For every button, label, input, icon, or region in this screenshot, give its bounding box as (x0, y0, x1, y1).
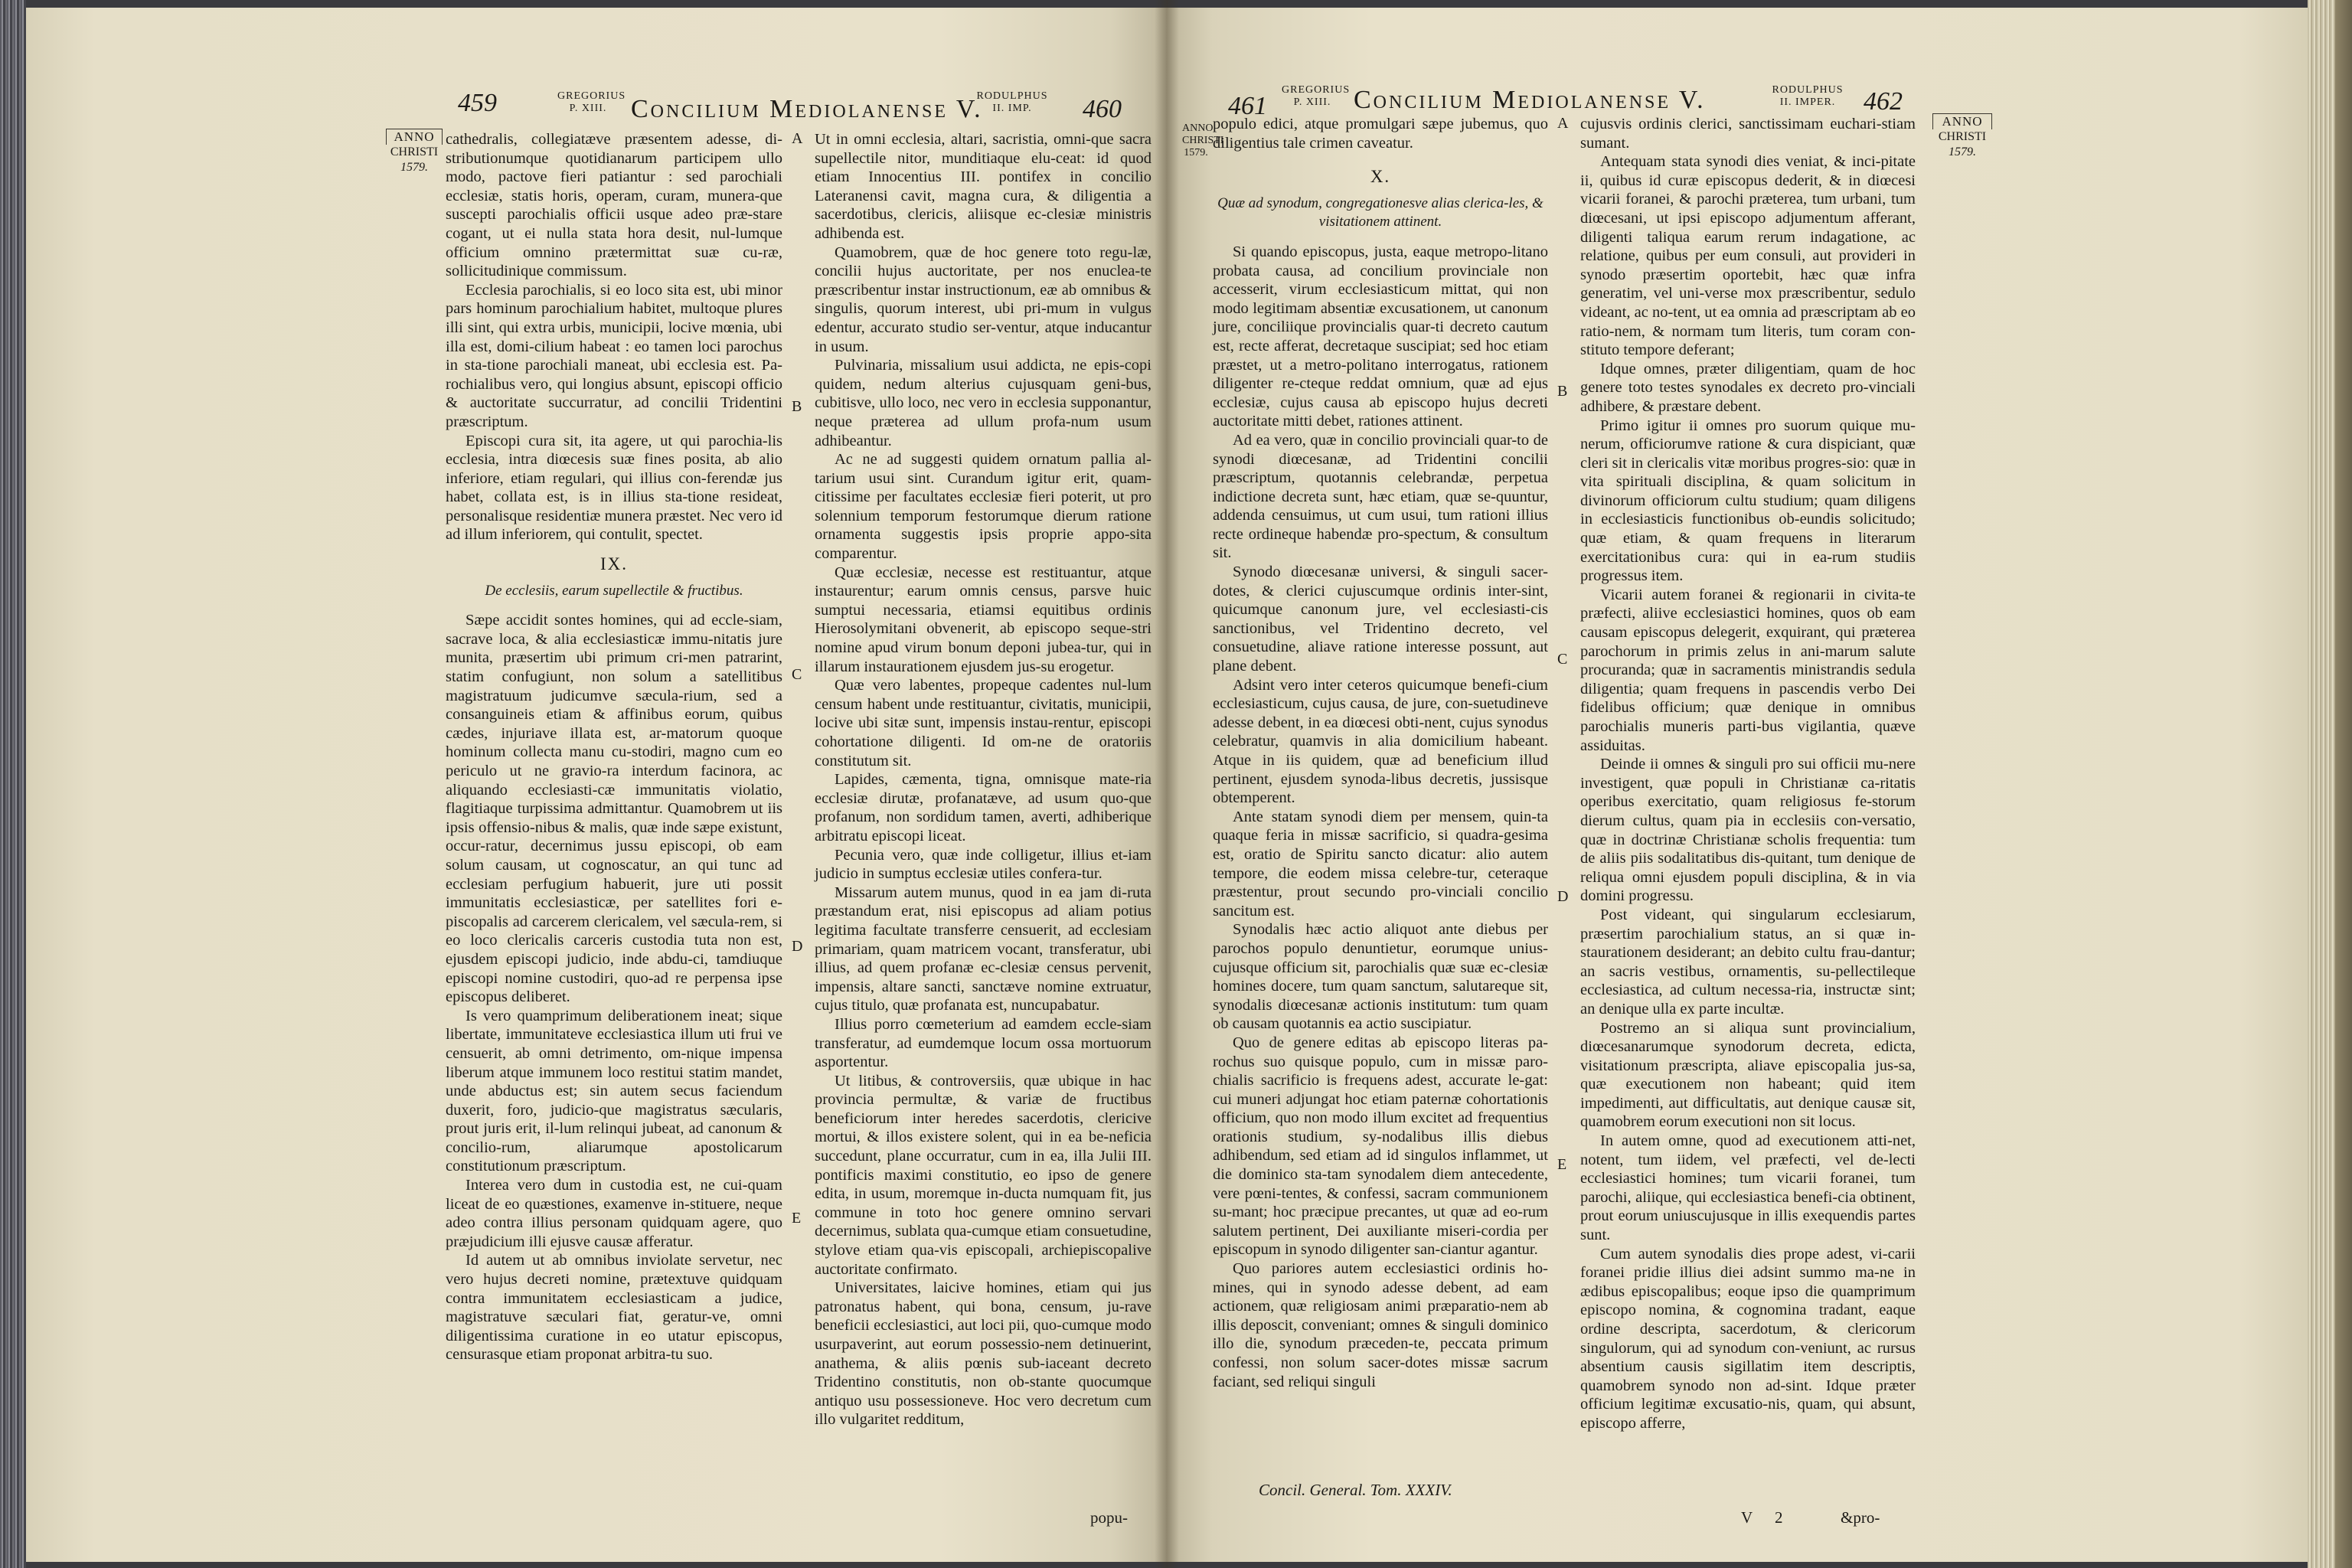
section-heading: X. (1370, 167, 1391, 187)
paragraph: Primo igitur ii omnes pro suorum quique mu-nerum, officiorumve ratione & cura dispiciant, quæ cleri sit in clericalis vitæ moribus progres-sio: quæ in vita spirituali disciplina, & quam solicitum in divinorum officiorum cultu studium; quam diligens in ecclesiasticis functionibus ob-eundis solicitudo; quæ etiam, & quam frequens in literarum exercitationibus cura: qui in ea-rum studiis progressus item. (1580, 416, 1916, 585)
margin-letter: B (1557, 383, 1568, 400)
paragraph: Idque omnes, præter diligentiam, quam de hoc genere toto testes synodales ex decreto pro-vinciali adhibere, & præstare debent. (1580, 360, 1916, 415)
paragraph: Episcopi cura sit, ita agere, ut qui parochia-lis ecclesia, intra diœcesis suæ fines posita, ab alio inferiore, etiam regulari, qui illius con-ferendæ jus habet, collata est, is in illius sta-tione resideat, personalisque residentiæ munera præstet. Nec vero id ad illum inferiorem, qui contulit, spectet. (446, 432, 782, 544)
page-number: 462 (1864, 87, 1903, 116)
right-page-column-2 (1580, 115, 1916, 1433)
margin-letter: B (792, 398, 802, 415)
margin-letter: D (1557, 888, 1569, 905)
section-subheading: De ecclesiis, earum supellectile & fructibus. (485, 582, 743, 599)
paragraph: Missarum autem munus, quod in ea jam di-ruta præstandum erat, nisi episcopus ad aliam potius legitima facultate transferre censuerit, ad ecclesiam primariam, quam matricem vocant, transferatur, ubi illius, ad quem profanæ ec-clesiæ census pervenit, impensis, altare sancti, sanctæve nomine extruatur, cujus titulo, quæ profanata est, nuncupabatur. (815, 884, 1152, 1014)
paragraph: Si quando episcopus, justa, eaque metropo-litano probata causa, ad concilium provinciale non accesserit, virum ecclesiasticum mittat, qui non modo legitimam absentiæ excusationem, ut canonum jure, conciliique provincialis quar-ti decreto cautum est, recte afferat, decretaque suscipiat; sed hoc etiam præstet, ut a metro-politano interrogatus, rationem diligenter re-cteque reddat omnium, quæ ad ejus ecclesiæ, cujus causa ab episcopo hujus decreti auctoritate mitti debet, rationes attinent. (1213, 243, 1548, 430)
paragraph: cujusvis ordinis clerici, sanctissimam euchari-stiam sumant. (1580, 116, 1916, 152)
page-edge-right (2308, 0, 2352, 1568)
margin-anno: ANNO (386, 129, 443, 145)
paragraph: Deinde ii omnes & singuli pro sui officii mu-nere investigent, quæ populi in Christianæ ca-ritatis operibus exercitatio, quam religiosus fe-storum dierum cultus, quam pia in ecclesiis con-versatio, quæ in doctrinæ Christianæ scholis frequentia: tum de aliis piis sodalitatibus dis-quitant, tum denique de reliqua omni ejusdem populi disciplina, & in via domini progressu. (1580, 756, 1916, 905)
margin-christi: CHRISTI (390, 145, 439, 158)
paragraph: Quæ ecclesiæ, necesse est restituantur, atque instaurentur; earum omnis census, parsve huic sumptui necessaria, etiamsi equitibus ordinis Hierosolymitani obvenerit, ab episcopo seque-stri nomine apud virum bonum deponi jubea-tur, qui in illarum instaurationem ejusdem jus-su erogetur. (815, 564, 1152, 675)
paragraph: Illius porro cœmeterium ad eamdem eccle-siam transferatur, ad eumdemque locum ossa mortuorum asportentur. (815, 1015, 1152, 1071)
paragraph: Pecunia vero, quæ inde colligetur, illius et-iam judicio in sumptus ecclesiæ utiles confera-tur. (815, 846, 1152, 883)
paragraph: Lapides, cæmenta, tigna, omnisque mate-ria ecclesiæ dirutæ, profanatæve, ad usum quo-que profanum, non sordidum tamen, averti, adhiberique arbitratu episcopi liceat. (815, 771, 1152, 844)
margin-year-note-left: ANNO CHRISTI 1579. (1182, 122, 1224, 158)
paragraph: Sæpe accidit sontes homines, qui ad eccle-siam, sacrave loca, & alia ecclesiasticæ immu-nitatis jure munita, præsertim ubi primum cri-men patrarint, statim confugiunt, non solum a satellitibus magistratuum judicumve sæcula-rium, sed a consanguineis etiam & affinibus eorum, quibus cædes, injuriave illata est, ar-matorum quoque hominum collecta manu cu-stodiri, magno cum eo periculo ut ne gravio-ra interdum facinora, ac aliquando ecclesiasti-cæ immunitatis violatio, flagitiaque turpissima admittantur. Quamobrem ut iis ipsis offensio-nibus & malis, quæ inde sæpe existunt, occur-ratur, decernimus jussu episcopi, ob eam solum causam, ut cognoscatur, an qui tunc ad ecclesiam perfugium habuerit, jure uti possit immunitatis ecclesiasticæ, per satellites fori e-piscopalis ad carcerem clericalem, vel sæcula-rem, si eo loco clericalis carceris custodia tuta non est, ejusdem episcopi judicio, inde abdu-ci, tamdiuque episcopi nomine custodiri, quo-ad re perpensa ipse episcopus deliberet. (446, 612, 782, 1006)
catchword: popu- (1090, 1508, 1128, 1527)
book-gutter (1155, 0, 1179, 1568)
paragraph: Ut litibus, & controversiis, quæ ubique in hac provincia permultæ, & variæ de fructibus beneficiorum inter heredes sacerdotis, clericive mortui, & illos existere solent, qui in ea be-neficia succedunt, plane occurratur, cum in ea, illa Julii III. pontificis maximi constitutio, eo ipso de genere edita, in usum, moremque in-ducta numquam fit, jus commune in toto hoc genere omnino servari decernimus, sublata qua-cumque etiam consuetudine, stylove etiam qua-vis episcopali, archiepiscopalive auctoritate confirmato. (815, 1072, 1152, 1278)
margin-letter: E (792, 1210, 802, 1227)
paragraph: Quamobrem, quæ de hoc genere toto regu-læ, concilii hujus auctoritate, per nos enuclea-te præscribentur instar instructionum, eæ ab omnibus & singulis, quorum interest, ubi pri-mum in vulgus edentur, accurato studio ser-ventur, atque inducantur in usum. (815, 243, 1152, 355)
margin-letter: D (792, 938, 803, 955)
margin-letter: A (1557, 115, 1569, 132)
margin-letter: C (1557, 651, 1568, 668)
paragraph: Cum autem synodalis dies prope adest, vi-carii foranei pridie illius diei adsint summo ma-ne in ædibus episcopalibus; eoque ipso die quamprimum episcopo nomina, & cognomina tradant, eaque ordine descripta, sacerdotum, & clericorum singulorum, qui ad synodum con-veniunt, ac rursus absentium causis sigillatim item descriptis, quamobrem synodo non ad-sint. Idque præter officium legitimæ excusatio-nis, quam, qui absunt, episcopo afferre, (1580, 1245, 1916, 1432)
left-page (26, 8, 1167, 1562)
margin-letter: A (792, 130, 803, 147)
paragraph: Adsint vero inter ceteros quicumque benefi-cium ecclesiasticum, cujus causa, de jure, con-suetudineve adesse debent, in ea diœcesi obti-nent, cujus synodus celebratur, quamvis in alia domicilium habeant. Atque in iis quidem, quæ ad beneficium illud pertinent, ejusdem synoda-libus decretis, jussisque obtemperent. (1213, 676, 1548, 807)
paragraph: Postremo an si aliqua sunt provincialium, diœcesanarumque synodorum decreta, edicta, visitationum præscripta, aliave episcopalia jus-sa, quæ executionem non habeant; quid item impedimenti, aut difficultatis, aut denique causæ sit, quamobrem eorum executioni non sit locus. (1580, 1019, 1916, 1131)
paragraph: Post videant, qui singularum ecclesiarum, præsertim parochialium status, an si quæ in-staurationem desiderant; an debito cultu frau-dantur; an sacris vestibus, ornamentis, su-pellectileque ecclesiastica, ad cultum necessa-ria, instructæ sint; an denique ulla ex parte incultæ. (1580, 906, 1916, 1018)
margin-letter: E (1557, 1156, 1567, 1173)
paragraph: Ante statam synodi diem per mensem, quin-ta quaque feria in missæ sacrificio, si quadra-gesima est, oratio de Spiritu sancto dicatur: alio autem tempore, die eodem missa celebre-tur, ceteraque præstentur, prout secundo pro-vinciali concilio sancitum est. (1213, 808, 1548, 920)
signature-line: Concil. General. Tom. XXXIV. (1259, 1481, 1452, 1499)
page-number: 460 (1083, 95, 1122, 123)
margin-anno: ANNO (1932, 113, 1992, 129)
paragraph: Ecclesia parochialis, si eo loco sita est, ubi minor pars hominum parochialium habitet, multoque plures illi sint, qui extra urbis, municipii, locive mœnia, ubi illa est, domi-cilium habeat : eo tamen loci parochus in sta-tione parochiali maneat, ubi ecclesia est. Pa-rochialibus vero, qui longius absunt, episcopi officio & auctoritate succurratur, ad concilii Tridentini præscriptum. (446, 281, 782, 430)
running-title: Concilium Mediolanense V. (1354, 86, 1706, 114)
running-head-left (26, 84, 1167, 130)
left-page-column-2 (815, 130, 1152, 1429)
paragraph: Vicarii autem foranei & regionarii in civita-te præfecti, aliive ecclesiastici homines, quos ob eam causam episcopus delegerit, exquirant, qui præterea parochorum in primis zelus in ani-marum salute procuranda; quæ in sacramentis ministrandis sedula diligentia; quam frequens in pascendis verbo Dei fidelibus officium; quæ denique in omnibus parochialis muneris parti-bus vigilantia, quæve assiduitas. (1580, 586, 1916, 754)
left-page-column-1 (446, 130, 782, 1364)
paragraph: Quæ vero labentes, propeque cadentes nul-lum censum habent unde restituantur, civitatis, municipii, locive ubi sitæ sunt, impensis instau-rentur, episcopi cohortatione diligenti. Id om-ne de oratoriis constitutum sit. (815, 677, 1152, 769)
paragraph: Antequam stata synodi dies veniat, & inci-pitate ii, quibus id curæ episcopus dederit, & in diœcesi vicarii foranei, & parochi præterea, tum urbani, tum diœcesani, ut ipsi episcopo adjumentum afferant, diligenti taliqua earum rerum indagatione, ac relatione, quibus per eum consuli, aut provideri in synodo præsertim oportebit, hæc quæ infra generatim, vel uni-verse mox præscribentur, sedulo videant, ac no-tent, ut ea omnia ad præscriptam ab eo ratio-nem, & normam tum literis, tum coram con-stituto tempore deferant; (1580, 153, 1916, 359)
margin-christi: CHRISTI (1938, 130, 1987, 143)
margin-year: 1579. (1949, 145, 1976, 158)
paragraph: Is vero quamprimum deliberationem ineat; sique libertate, immunitateve ecclesiastica illum uti frui ve censuerit, ab omni detrimento, om-nique impensa liberum atque immunem loco restitui statim mandet, unde abductus est; sin autem secus faciendum duxerit, foro, judicio-que magistratus sæcularis, prout juris erit, il-lum relinqui jubeat, ad canonum & concilio-rum, aliarumque apostolicarum constitutionum præscriptum. (446, 1007, 782, 1175)
paragraph: Quo de genere editas ab episcopo literas pa-rochus suo quisque populo, cum in missæ paro-chialis sacrificio is frequens adest, accurate le-gat: cui muneri adjungat hoc etiam paternæ cohortationis officium, quo non modo illum excitet ad frequentius orationis studium, sy-nodalibus illis diebus adhibendum, sed etiam ad id singulos inflammet, ut die dominico sta-tam synodalem diem antecedente, vere pœni-tentes, & confessi, sacram communionem su-mant; hoc præcipue precantes, ut quæ ad eo-rum salutem pertinent, Dei auxiliante miseri-cordia per episcopum in synodo diligenter san-ciantur agantur. (1213, 1034, 1548, 1259)
right-page (1167, 8, 2308, 1562)
paragraph: Ad ea vero, quæ in concilio provinciali quar-to de synodi diœcesanæ, ad Tridentini concilii præscriptum, quotannis celebrandæ, perpetua indictione decreta sunt, hæc etiam, quæ se-quuntur, addenda censuimus, ut cum usui, tum rationi illius recte ordineque habendæ pro-spectum, & consultum sit. (1213, 431, 1548, 562)
paragraph: Synodalis hæc actio aliquot ante diebus per parochos populo denuntietur, eorumque unius-cujusque officium sit, parochialis quæ suæ ec-clesiæ homines docere, tum quam sanctum, salutareque sit, synodalis diœcesanæ actionis institutum: tum quam ob causam quotannis ea actio suscipiatur. (1213, 921, 1548, 1033)
paragraph: In autem omne, quod ad executionem atti-net, notent, tum iidem, vel præfecti, vel de-lecti ecclesiastici homines; tum vicarii foranei, tum parochi, aliique, qui ecclesiastica benefi-cia obtinent, prout eorum uniuscujusque in illis exequendis partes sunt. (1580, 1132, 1916, 1244)
paragraph: Ac ne ad suggesti quidem ornatum pallia al-tarium usui sint. Curandum igitur erit, quam-citissime per facultates ecclesiæ fieri poterit, ut pro solennium temporum festorumque dierum ratione ornamenta suggestis ipsis proprie appo-sita comparentur. (815, 451, 1152, 563)
signature-mark: V 2 (1741, 1508, 1792, 1527)
paragraph: Synodo diœcesanæ universi, & singuli sacer-dotes, & clerici cujuscumque ordinis inter-sint, quicumque canonum jure, vel ecclesiasti-cis sanctionibus, vel Tridentino decreto, vel consuetudine, aliave ratione interesse possunt, aut plane debent. (1213, 564, 1548, 675)
pope-label: GREGORIUS P. XIII. (1282, 84, 1351, 108)
paragraph: populo edici, atque promulgari sæpe jubemus, quo diligentius tale crimen caveatur. (1213, 116, 1548, 152)
page-number: 459 (458, 89, 497, 117)
emperor-label: RODULPHUS II. IMPER. (1772, 84, 1844, 108)
paragraph: Universitates, laicive homines, etiam qui jus patronatus habent, qui bona, censum, ju-rave beneficii ecclesiastici, aut loci pii, quo-cumque modo usurpaverint, aut eorum possessio-nem detinuerint, anathema, & aliis pœnis sub-iaceant decreto Tridentino constitutis, non ob-stante quocumque antiquo usu possessioneve. Hoc vero decretum cum illo vulgaritet redditum, (815, 1279, 1152, 1429)
emperor-label: RODULPHUS II. IMP. (976, 90, 1048, 114)
paragraph: Quo pariores autem ecclesiastici ordinis ho-mines, qui in synodo adesse debent, ad eam actionem, quæ religiosam animi præparatio-nem ab illis deposcit, conveniant; omnes & singuli dominico illo die, synodum præceden-te, peccata primum confessi, non solum sacer-dotes missæ sacrum faciant, sed reliqui singuli (1213, 1260, 1548, 1390)
paragraph: Ut in omni ecclesia, altari, sacristia, omni-que sacra supellectile nitor, munditiaque elu-ceat: id quod etiam Innocentius III. pontifex in concilio Lateranensi cavit, magna cura, & diligentia a sacerdotibus, clericis, aliisque ec-clesiæ ministris adhibenda est. (815, 131, 1152, 242)
catchword: &pro- (1841, 1508, 1880, 1527)
paragraph: cathedralis, collegiatæve præsentem adesse, di-stributionumque quotidianarum participem ullo modo, pactove fieri patiantur : sed parochiali ecclesiæ, statis horis, operam, curam, munera-que suscepti parochialis officii usque adeo præ-stare cogant, ut ei nulla stata hora desit, nul-lumque officium omnino prætermittat suæ cu-ræ, sollicitudinique commissum. (446, 131, 782, 280)
margin-year: 1579. (400, 161, 428, 174)
paragraph: Id autem ut ab omnibus inviolate servetur, nec vero hujus decreti nomine, prætextuve quidquam contra immunitatem ecclesiasticam a judice, magistratuve sæculari fiat, geratur-ve, omni diligentissima curatione in eo utatur episcopus, censurasque etiam proponat arbitra-tu suo. (446, 1252, 782, 1364)
margin-letter: C (792, 666, 802, 683)
section-heading: IX. (599, 554, 629, 574)
running-title: Concilium Mediolanense V. (631, 95, 983, 123)
margin-year-note (1932, 113, 1992, 160)
paragraph: Interea vero dum in custodia est, ne cui-quam liceat de eo quæstiones, examenve in-stituere, neque adeo contra illius personam quidquam agere, quo præjudicium illi ejusve causæ afferatur. (446, 1177, 782, 1250)
right-page-column-1 (1213, 115, 1548, 1391)
margin-year-note (386, 129, 443, 175)
page-edge-left (0, 0, 26, 1568)
pope-label: GREGORIUS P. XIII. (557, 90, 626, 114)
page-number: 461 (1228, 92, 1267, 120)
paragraph: Pulvinaria, missalium usui addicta, ne epis-copi quidem, nedum alterius cujusquam geni-bus, cubitisve, ullo loco, nec vero in ecclesia supponantur, neque præterea ad ullum profa-num usum adhibeantur. (815, 357, 1152, 449)
section-subheading: Quæ ad synodum, congregationesve alias clerica-les, & visitationem attinent. (1217, 194, 1544, 230)
